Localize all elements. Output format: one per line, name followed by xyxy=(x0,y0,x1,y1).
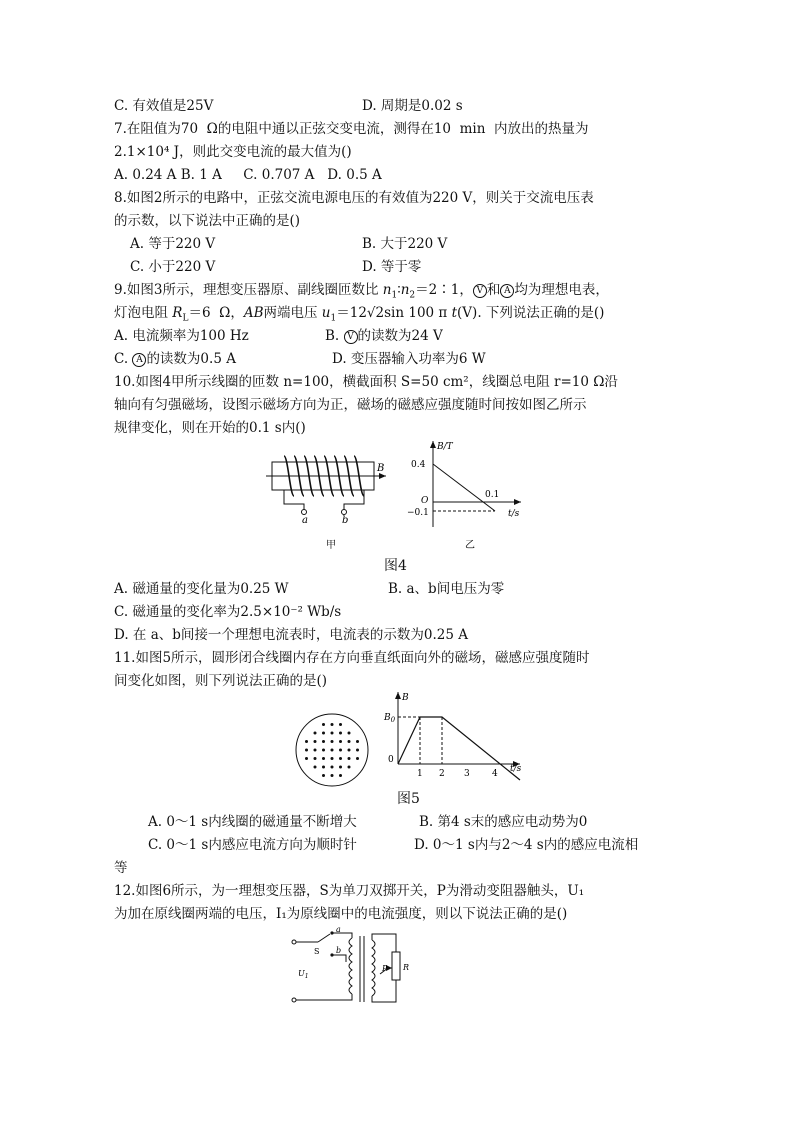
q7-line1: 7.在阻值为70 Ω的电阻中通以正弦交变电流，测得在10 min 内放出的热量为 xyxy=(114,121,589,137)
field-dot xyxy=(331,749,334,752)
q9-text: ＝12 xyxy=(336,305,367,321)
ammeter-icon: A xyxy=(132,353,146,367)
field-dot xyxy=(322,766,325,769)
q10-option-a: A. 磁通量的变化量为0.25 W xyxy=(114,581,289,597)
caption-yi: 乙 xyxy=(465,540,475,551)
q9-text: 均为理想电表， xyxy=(514,282,609,298)
q9-line1 xyxy=(114,280,609,306)
x-label: t/s xyxy=(510,764,522,774)
terminal-b xyxy=(342,510,347,515)
field-dot xyxy=(348,732,351,735)
field-dot xyxy=(314,749,317,752)
q11-option-b: B. 第4 s末的感应电动势为0 xyxy=(419,814,588,830)
field-dot xyxy=(322,732,325,735)
y-label: B xyxy=(402,693,409,703)
lead-a xyxy=(284,490,304,510)
origin-label: 0 xyxy=(388,755,394,765)
lead-b xyxy=(344,490,364,510)
tick-neg01: −0.1 xyxy=(407,508,429,518)
q9-rl-sub: L xyxy=(182,313,189,324)
field-dot xyxy=(322,749,325,752)
y-label: B/T xyxy=(437,442,453,452)
primary-coil xyxy=(349,938,352,994)
voltmeter-icon: V xyxy=(473,284,487,298)
q9-optb-text: 的读数为24 V xyxy=(357,328,443,344)
label-a: a xyxy=(336,925,341,934)
q9-and: 和 xyxy=(486,282,501,298)
q9-n2-sub: 2 xyxy=(409,290,416,301)
label-p: P xyxy=(382,964,388,973)
figure6-circuit xyxy=(284,924,414,1010)
label-u1 xyxy=(298,969,309,980)
q9-optb-prefix: B. xyxy=(325,328,344,344)
switch-blade xyxy=(318,934,330,942)
q9-text: ＝2∶1， xyxy=(415,282,473,298)
tick-4: 4 xyxy=(492,769,498,779)
label-r: R xyxy=(403,963,410,972)
x-label: t/s xyxy=(508,509,520,519)
field-dot xyxy=(356,740,359,743)
figure5-coil xyxy=(292,710,372,790)
field-dot xyxy=(314,757,317,760)
q9-sqrt: √2 xyxy=(366,305,385,321)
label-s: S xyxy=(314,947,320,956)
tick-3: 3 xyxy=(464,769,470,779)
fig5-caption: 图5 xyxy=(397,791,420,807)
q9-u1: u xyxy=(321,305,331,321)
q11-line1: 11.如图5所示，圆形闭合线圈内存在方向垂直纸面向外的磁场，磁感应强度随时 xyxy=(114,650,590,666)
q11-option-a: A. 0～1 s内线圈的磁通量不断增大 xyxy=(148,814,357,830)
figure5-bt-graph xyxy=(380,688,532,788)
q9-text: 9.如图3所示，理想变压器原、副线圈匝数比 xyxy=(114,282,383,298)
figure4-solenoid xyxy=(266,444,396,554)
field-dot xyxy=(314,732,317,735)
q10-line3: 规律变化，则在开始的0.1 s内() xyxy=(114,420,306,436)
field-dot xyxy=(322,757,325,760)
b-line xyxy=(433,464,495,511)
wire-sec-bottom xyxy=(372,980,396,1002)
field-dot xyxy=(331,723,334,726)
field-dot xyxy=(305,749,308,752)
field-dot xyxy=(348,740,351,743)
field-dot xyxy=(305,740,308,743)
label-a: a xyxy=(302,515,308,526)
q9-n1: n xyxy=(382,282,392,298)
q9-text: (V). 下列说法正确的是() xyxy=(457,305,605,321)
field-dots xyxy=(305,723,359,777)
q10-option-d: D. 在 a、b间接一个理想电流表时，电流表的示数为0.25 A xyxy=(114,627,469,643)
q7-options: A. 0.24 A B. 1 A C. 0.707 A D. 0.5 A xyxy=(114,167,382,183)
q6-option-c: C. 有效值是25V xyxy=(114,98,214,114)
q9-t: t xyxy=(451,305,458,321)
q8-line2: 的示数，以下说法中正确的是() xyxy=(114,213,301,229)
arrow-icon xyxy=(395,692,401,699)
q7-line2: 2.1×10⁴ J，则此交变电流的最大值为() xyxy=(114,144,352,160)
q9-u1-sub: 1 xyxy=(330,313,337,324)
field-dot xyxy=(339,774,342,777)
ammeter-icon: A xyxy=(500,284,514,298)
q12-line2: 为加在原线圈两端的电压，I₁为原线圈中的电流强度，则以下说法正确的是() xyxy=(114,906,568,922)
q9-option-a: A. 电流频率为100 Hz xyxy=(114,328,249,344)
field-dot xyxy=(331,732,334,735)
field-dot xyxy=(339,749,342,752)
field-dot xyxy=(322,740,325,743)
field-dot xyxy=(339,757,342,760)
tick-01: 0.1 xyxy=(485,490,500,500)
u1-sub: 1 xyxy=(304,973,309,980)
field-dot xyxy=(348,766,351,769)
terminal-a xyxy=(302,510,307,515)
q11-option-d-cont: 等 xyxy=(114,860,128,876)
q8-option-d: D. 等于零 xyxy=(362,259,422,275)
field-dot xyxy=(331,740,334,743)
q10-line1: 10.如图4甲所示线圈的匝数 n=100，横截面积 S=50 cm²，线圈总电阻 r=10 Ω沿 xyxy=(114,374,618,390)
field-dot xyxy=(314,740,317,743)
caption-jia: 甲 xyxy=(326,540,336,551)
field-dot xyxy=(331,757,334,760)
label-b: B xyxy=(377,463,385,474)
tick-04: 0.4 xyxy=(411,460,426,470)
wire-a xyxy=(332,933,352,938)
b0-label xyxy=(383,713,396,724)
q9-text: sin 100 π xyxy=(384,305,452,321)
figure4-bt-graph xyxy=(403,437,533,553)
field-dot xyxy=(356,757,359,760)
wire-bottom xyxy=(296,994,352,1000)
q9-n1-sub: 1 xyxy=(391,290,398,301)
field-dot xyxy=(348,757,351,760)
field-dot xyxy=(331,774,334,777)
tick-2: 2 xyxy=(439,769,445,779)
q8-line1: 8.如图2所示的电路中，正弦交流电源电压的有效值为220 V，则关于交流电压表 xyxy=(114,190,594,206)
origin-label: O xyxy=(421,496,429,506)
terminal-bottom xyxy=(292,998,296,1002)
field-dot xyxy=(322,723,325,726)
b0-sub: 0 xyxy=(390,716,396,724)
field-dot xyxy=(356,749,359,752)
q8-option-b: B. 大于220 V xyxy=(362,236,448,252)
field-dot xyxy=(339,740,342,743)
wire-b xyxy=(332,955,346,962)
q10-option-b: B. a、b间电压为零 xyxy=(388,581,505,597)
q8-option-c: C. 小于220 V xyxy=(130,259,216,275)
q6-option-d: D. 周期是0.02 s xyxy=(362,98,463,114)
b0-main: B xyxy=(384,713,391,723)
tick-1: 1 xyxy=(417,769,423,779)
q9-text: 灯泡电阻 xyxy=(114,305,173,321)
arrow-icon xyxy=(430,441,436,448)
field-dot xyxy=(339,723,342,726)
q9-n2: n xyxy=(400,282,410,298)
q11-option-d: D. 0～1 s内与2～4 s内的感应电流相 xyxy=(414,837,639,853)
field-dot xyxy=(348,749,351,752)
q9-rl: R xyxy=(172,305,183,321)
fig4-caption: 图4 xyxy=(384,558,407,574)
label-b: b xyxy=(336,946,342,955)
voltmeter-icon: V xyxy=(344,330,358,344)
field-dot xyxy=(322,774,325,777)
q9-text: 两端电压 xyxy=(263,305,322,321)
q9-optc-prefix: C. xyxy=(114,351,133,367)
q12-line1: 12.如图6所示，为一理想变压器，S为单刀双掷开关，P为滑动变阻器触头，U₁ xyxy=(114,883,585,899)
q9-ab: AB xyxy=(243,305,264,321)
arrow-icon xyxy=(514,499,521,505)
field-dot xyxy=(314,766,317,769)
q9-option-c xyxy=(114,349,236,369)
u1-main: U xyxy=(298,969,305,978)
field-dot xyxy=(305,757,308,760)
q11-option-c: C. 0～1 s内感应电流方向为顺时针 xyxy=(148,837,357,853)
q10-option-c: C. 磁通量的变化率为2.5×10⁻² Wb/s xyxy=(114,604,342,620)
q8-option-a: A. 等于220 V xyxy=(130,236,216,252)
wire-sec-top xyxy=(372,934,396,952)
q9-line2 xyxy=(114,303,604,329)
secondary-coil xyxy=(372,940,375,996)
q9-option-b xyxy=(325,326,443,346)
q9-ratio: ∶ xyxy=(397,282,401,298)
q9-option-d: D. 变压器输入功率为6 W xyxy=(332,351,486,367)
field-dot xyxy=(331,766,334,769)
q9-text: ＝6 Ω， xyxy=(188,305,244,321)
resistor xyxy=(392,952,400,980)
terminal-top xyxy=(292,940,296,944)
q10-line2: 轴向有匀强磁场，设图示磁场方向为正，磁场的磁感应强度随时间按如图乙所示 xyxy=(114,397,587,413)
label-b-terminal: b xyxy=(342,515,349,526)
field-dot xyxy=(339,766,342,769)
q9-optc-text: 的读数为0.5 A xyxy=(146,351,236,367)
q11-line2: 间变化如图，则下列说法正确的是() xyxy=(114,673,328,689)
field-dot xyxy=(339,732,342,735)
